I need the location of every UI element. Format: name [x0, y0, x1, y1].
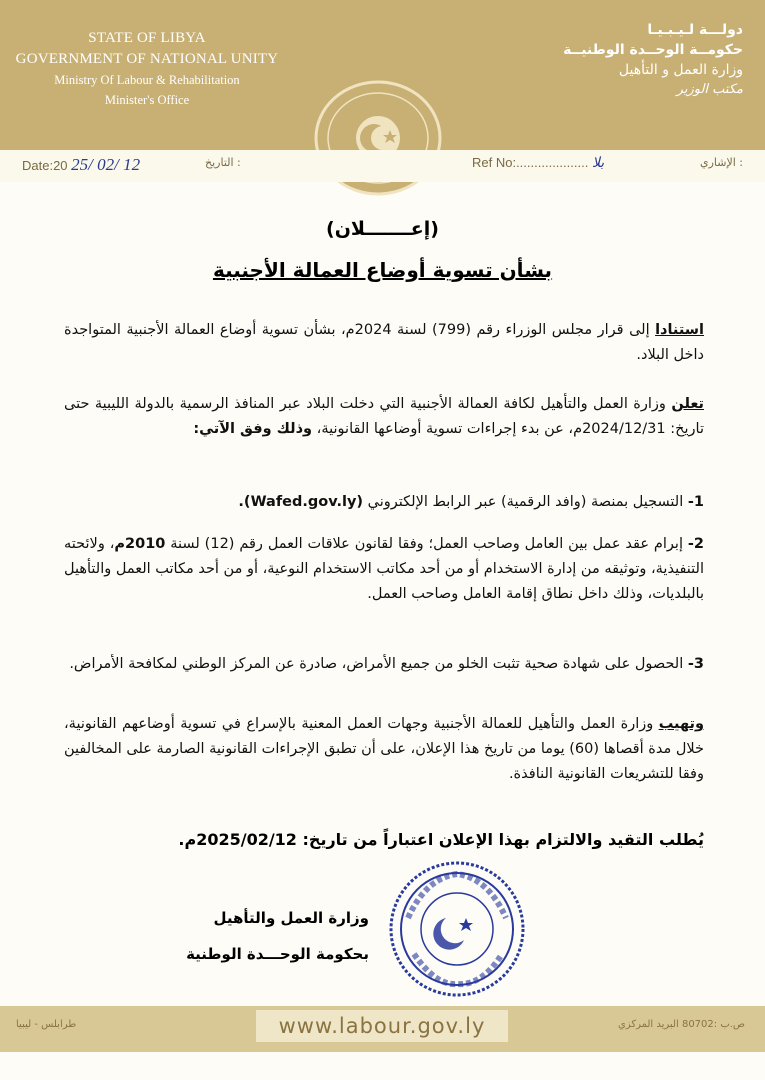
paragraph-basis-text: إلى قرار مجلس الوزراء رقم (799) لسنة 2024م، بشأن تسوية أوضاع العمالة الأجنبية المتواجدة داخل البلاد.	[64, 322, 704, 363]
header-en-ministry: Ministry Of Labour & Rehabilitation	[54, 73, 240, 87]
list-item-1-number: 1-	[687, 494, 704, 510]
signature-government: بحكومة الوحـــدة الوطنية	[186, 945, 369, 963]
ref-label: Ref No:....................	[472, 155, 589, 170]
ref-value: بلا	[591, 156, 605, 171]
paragraph-basis	[64, 318, 704, 368]
signature-ministry: وزارة العمل والتأهيل	[213, 909, 369, 927]
list-item-3	[64, 652, 704, 677]
footer-po-box: ص.ب :80702 البريد المركزي	[617, 1019, 745, 1030]
date-label: Date:20	[22, 158, 68, 173]
header-ar-office: مكتب الوزير	[676, 82, 743, 97]
paragraph-announcement-text: وزارة العمل والتأهيل لكافة العمالة الأجنبية التي دخلت البلاد عبر المنافذ الرسمية بالدولة الليبية حتى تاريخ: 2024/12/31م، عن بدء إجراءات تسوية أوضاعها القانونية،	[64, 396, 704, 437]
paragraph-announcement-tail: وذلك وفق الآتي:	[193, 421, 313, 437]
notice-subtitle: بشأن تسوية أوضاع العمالة الأجنبية	[212, 258, 553, 282]
wafed-link: (Wafed.gov.ly).	[238, 494, 364, 510]
ref-arabic-label: الإشاري :	[699, 156, 743, 169]
date-field	[22, 155, 140, 175]
effective-date-statement: يُطلب التقيد والالتزام بهذا الإعلان اعتباراً من تاريخ: 2025/02/12م.	[178, 830, 704, 849]
notice-title: (إعـــــــلان)	[326, 218, 439, 240]
list-item-3-number: 3-	[687, 656, 704, 672]
paragraph-urging-text: وزارة العمل والتأهيل للعمالة الأجنبية وجهات العمل المعنية بالإسراع في تسوية أوضاعهم القانونية، خلال مدة أقصاها (60) يوما من تاريخ هذا الإعلان، على أن تطبق الإجراءات القانونية الصارمة على المخالفين وفقا للتشريعات القانونية النافذة.	[64, 716, 704, 782]
list-item-1-text: التسجيل بمنصة (وافد الرقمية) عبر الرابط الإلكتروني	[363, 494, 688, 510]
paragraph-announcement	[64, 392, 704, 442]
footer-website: www.labour.gov.ly	[256, 1010, 508, 1042]
ministry-seal-stamp-icon	[386, 858, 528, 1000]
list-item-1	[64, 490, 704, 515]
list-item-2-rest: ، ولائحته التنفيذية، وتوثيقه من إدارة الاستخدام أو من أحد مكاتب الاستخدام النوعية، أو من أحد مكاتب العمل والتأهيل بالبلديات، وذلك داخل نطاق إقامة العامل وصاحب العمل.	[64, 536, 704, 602]
header-ar-government: حكومــة الوحــدة الوطنيــة	[563, 42, 743, 58]
signature-block	[149, 900, 369, 972]
header-arabic	[483, 20, 743, 100]
list-item-2	[64, 532, 704, 607]
header-en-government: GOVERNMENT OF NATIONAL UNITY	[15, 51, 279, 67]
paragraph-basis-lead: استنادا	[655, 322, 704, 338]
header-en-state: STATE OF LIBYA	[88, 30, 206, 46]
ref-field	[472, 155, 604, 172]
header-ar-state: دولـــة لـيـبـيـا	[647, 22, 743, 38]
list-item-2-year: 2010م	[114, 536, 166, 552]
footer-city: طرابلس - ليبيا	[16, 1019, 77, 1030]
paragraph-urging-lead: وتهيب	[658, 716, 704, 732]
list-item-2-text: إبرام عقد عمل بين العامل وصاحب العمل؛ وفقا لقانون علاقات العمل رقم (12) لسنة	[165, 536, 688, 552]
paragraph-announcement-lead: تعلن	[671, 396, 704, 412]
header-ar-ministry: وزارة العمل و التأهيل	[618, 62, 743, 78]
header-english	[12, 28, 282, 110]
paragraph-urging	[64, 712, 704, 787]
list-item-2-number: 2-	[687, 536, 704, 552]
header-en-office: Minister's Office	[104, 93, 190, 107]
date-value: 25/ 02/ 12	[71, 155, 141, 174]
list-item-3-text: الحصول على شهادة صحية تثبت الخلو من جميع الأمراض، صادرة عن المركز الوطني لمكافحة الأمراض.	[69, 656, 688, 672]
date-arabic-label: التاريخ :	[205, 156, 241, 169]
